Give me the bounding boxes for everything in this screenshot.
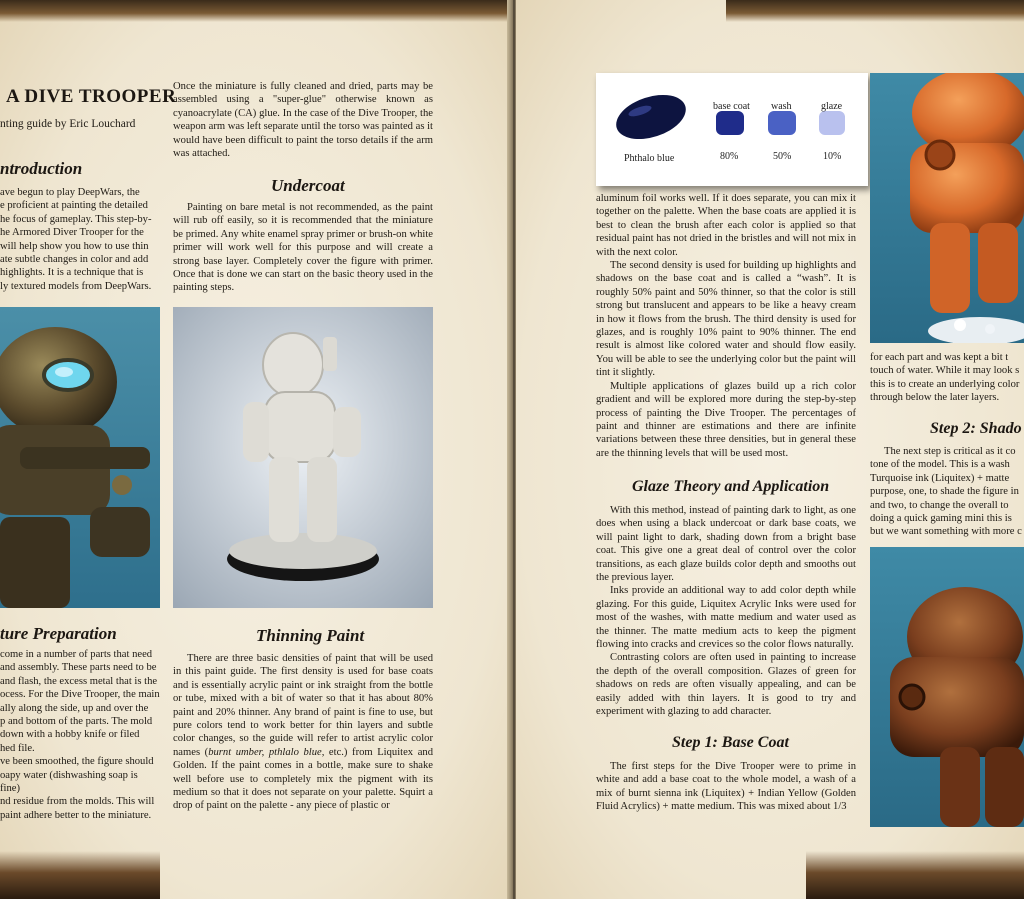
text-line: he Armored Diver Trooper for the <box>0 227 144 239</box>
text-line: and flash, the excess metal that is the <box>0 675 158 687</box>
bottom-ornament <box>0 851 160 899</box>
byline: nting guide by Eric Louchard <box>0 118 136 130</box>
heading-introduction: ntroduction <box>0 159 83 178</box>
swatch-percent: 10% <box>823 151 842 162</box>
text-line: tone of the model. This is a wash <box>870 459 1010 471</box>
heading-thinning-paint: Thinning Paint <box>256 626 365 645</box>
text-line: and assembly. These parts need to be <box>0 662 157 674</box>
text-line: ate subtle changes in color and add <box>0 254 149 266</box>
text-line: nd residue from the molds. This will <box>0 796 155 808</box>
text-line: paint adhere better to the miniature. <box>0 809 152 821</box>
thinning-paragraph: There are three basic densities of paint that will be used in this paint guide. The first density is used for base coats and is essentially acrylic paint or ink straight from the bottle or tube, mixed with a bit of water so that it has about 80% paint and 20% thinner. Any brand of paint is fine to use, but pure colors tend to work better for thin layers and subtle color changes, so the guide will refer to artist acrylic color names (burnt umber, pthlalo blue, etc.) from Liquitex and Golden. If the paint comes in a bottle, make sure to shake well before use to completely mix the pigment with its medium so that it does not separate on your palette. Squirt a drop of paint on the palette - any piece of plastic or <box>173 653 433 812</box>
swatch-percent: 50% <box>773 151 792 162</box>
swatch-glaze <box>819 111 845 135</box>
intro-text <box>0 186 160 293</box>
shadow-wash-photo <box>870 547 1024 827</box>
glaze-text: With this method, instead of painting dark to light, as one does when using a black undercoat or dark base coats, we will paint light to dark, shading down from a bright base coat. This give one a great deal of control over the color transitions, as each glaze builds color depth and smooths out the previous layer. Inks provide an additional way to add color depth while glazing. For this guide, Liquitex Acrylic Inks were used for most of the washes, with matte medium and water used as the thinner. The matte medium acts to keep the pigment flowing into cracks and crevices so the color flows naturally. Contrasting colors are often used in painting to increase the depth of the overall composition. Glazes of green for shadows on reds are often visually appealing, and can be easily added with thin layers. It is good to try and experiment with glazing to add character. <box>596 505 856 718</box>
bottom-ornament <box>806 851 1024 899</box>
text-line: through below the later layers. <box>870 392 1000 404</box>
swatch-label: base coat <box>713 101 750 112</box>
swatch-percent: 80% <box>720 151 739 162</box>
painted-trooper-photo <box>0 307 160 608</box>
paint-blob <box>611 87 692 147</box>
text-line: touch of water. While it may look s <box>870 365 1020 377</box>
top-ornament <box>0 0 512 22</box>
text-line: oapy water (dishwashing soap is fine) <box>0 769 138 795</box>
top-ornament <box>726 0 1024 22</box>
swatch-base-coat <box>716 111 744 135</box>
heading-glaze-theory: Glaze Theory and Application <box>632 478 830 495</box>
text-line: ly textured models from DeepWars. <box>0 280 152 292</box>
paint-name: Phthalo blue <box>624 153 675 164</box>
right-page <box>516 0 1024 899</box>
swatch-label: wash <box>771 101 792 112</box>
paint-swatch-chart <box>596 73 868 186</box>
text-line: e proficient at painting the detailed <box>0 200 148 212</box>
article-title: A DIVE TROOPER <box>6 86 177 107</box>
swatch-label: glaze <box>821 101 843 112</box>
text-line: and two, to change the overall to <box>870 499 1009 511</box>
text-line: for each part and was kept a bit t <box>870 352 1009 363</box>
text-line: purpose, one, to shade the figure in <box>870 486 1019 498</box>
heading-preparation: ture Preparation <box>0 624 117 643</box>
preparation-text <box>0 648 160 822</box>
text-line: he focus of gameplay. This step-by- <box>0 213 152 225</box>
text-line: will help show you how to use thin <box>0 240 149 252</box>
primed-trooper-photo <box>173 307 433 608</box>
text-line: p and bottom of the parts. The mold <box>0 716 153 728</box>
step2-text <box>870 445 1024 539</box>
text-line: The next step is critical as it co <box>884 446 1016 457</box>
text-line: ave begun to play DeepWars, the <box>0 187 140 198</box>
base-coat-photo <box>870 73 1024 343</box>
text-line: Turquoise ink (Liquitex) + matte <box>870 472 1010 484</box>
right-column-text: aluminum foil works well. If it does separate, you can mix it together on the palette. When the base coats are applied it is best to clean the brush after each color is applied so that residual paint has not dried in the bristles and will not mix in with the next color. The second density is used for building up highlights and shadows on the base coat and is called a “wash”. It is roughly 50% paint and 50% thinner, so that the color is still strong but translucent and appears to be like a heavy cream in how it flows from the brush. The third density is used for glazes, and is roughly 10% paint to 90% thinner. The end result is almost like colored water and should flow easily. You will be able to see the underlying color but the paint will tint it slightly. Multiple applications of glazes build up a rich color gradient and will be explored more during the step-by-step process of painting the Dive Trooper. The percentages of paint and thinner are estimations and there are infinite variations between these three densities, but in general these are the thinning levels that will be used most. <box>596 193 856 459</box>
step1-text: The first steps for the Dive Trooper were to prime in white and add a base coat to the whole model, a wash of a mix of burnt sienna ink (Liquitex) + Indian Yellow (Golden Fluid Acrylics) + matte medium. This was mixed about 1/3 <box>596 761 856 813</box>
text-line: ve been smoothed, the figure should <box>0 756 154 768</box>
swatch-graphics <box>596 73 868 186</box>
heading-step1: Step 1: Base Coat <box>672 734 789 751</box>
text-line: come in a number of parts that need <box>0 649 153 660</box>
text-line: hed file. <box>0 742 35 754</box>
undercoat-paragraph: Painting on bare metal is not recommended, as the paint will rub off easily, so it is recommended that the miniature be primed. Any white enamel spray primer or brush-on white primer will work well for this purpose and will create a strong base layer. Completely cover the figure with primer. Once that is done we can start on the basic theory used in the painting steps. <box>173 202 433 294</box>
text-line: doing a quick gaming mini this is <box>870 513 1012 525</box>
text-line: ally along the side, up and over the <box>0 702 149 714</box>
text-line: highlights. It is a technique that is <box>0 267 144 279</box>
right-col2-text <box>870 351 1024 405</box>
assembly-paragraph: Once the miniature is fully cleaned and dried, parts may be assembled using a "super-glue" otherwise known as cyanoacrylate (CA) glue. In the case of the Dive Trooper, the weapon arm was left separate until the torso was painted as it would have been difficult to paint the torso details if the arm was attached. <box>173 81 433 160</box>
text-line: but we want something with more c <box>870 526 1022 538</box>
text-line: ocess. For the Dive Trooper, the main <box>0 689 160 701</box>
text-line: down with a hobby knife or filed <box>0 729 140 741</box>
heading-step2: Step 2: Shado <box>930 420 1022 437</box>
heading-undercoat: Undercoat <box>271 176 345 195</box>
text-line: this is to create an underlying color <box>870 378 1020 390</box>
swatch-wash <box>768 111 796 135</box>
